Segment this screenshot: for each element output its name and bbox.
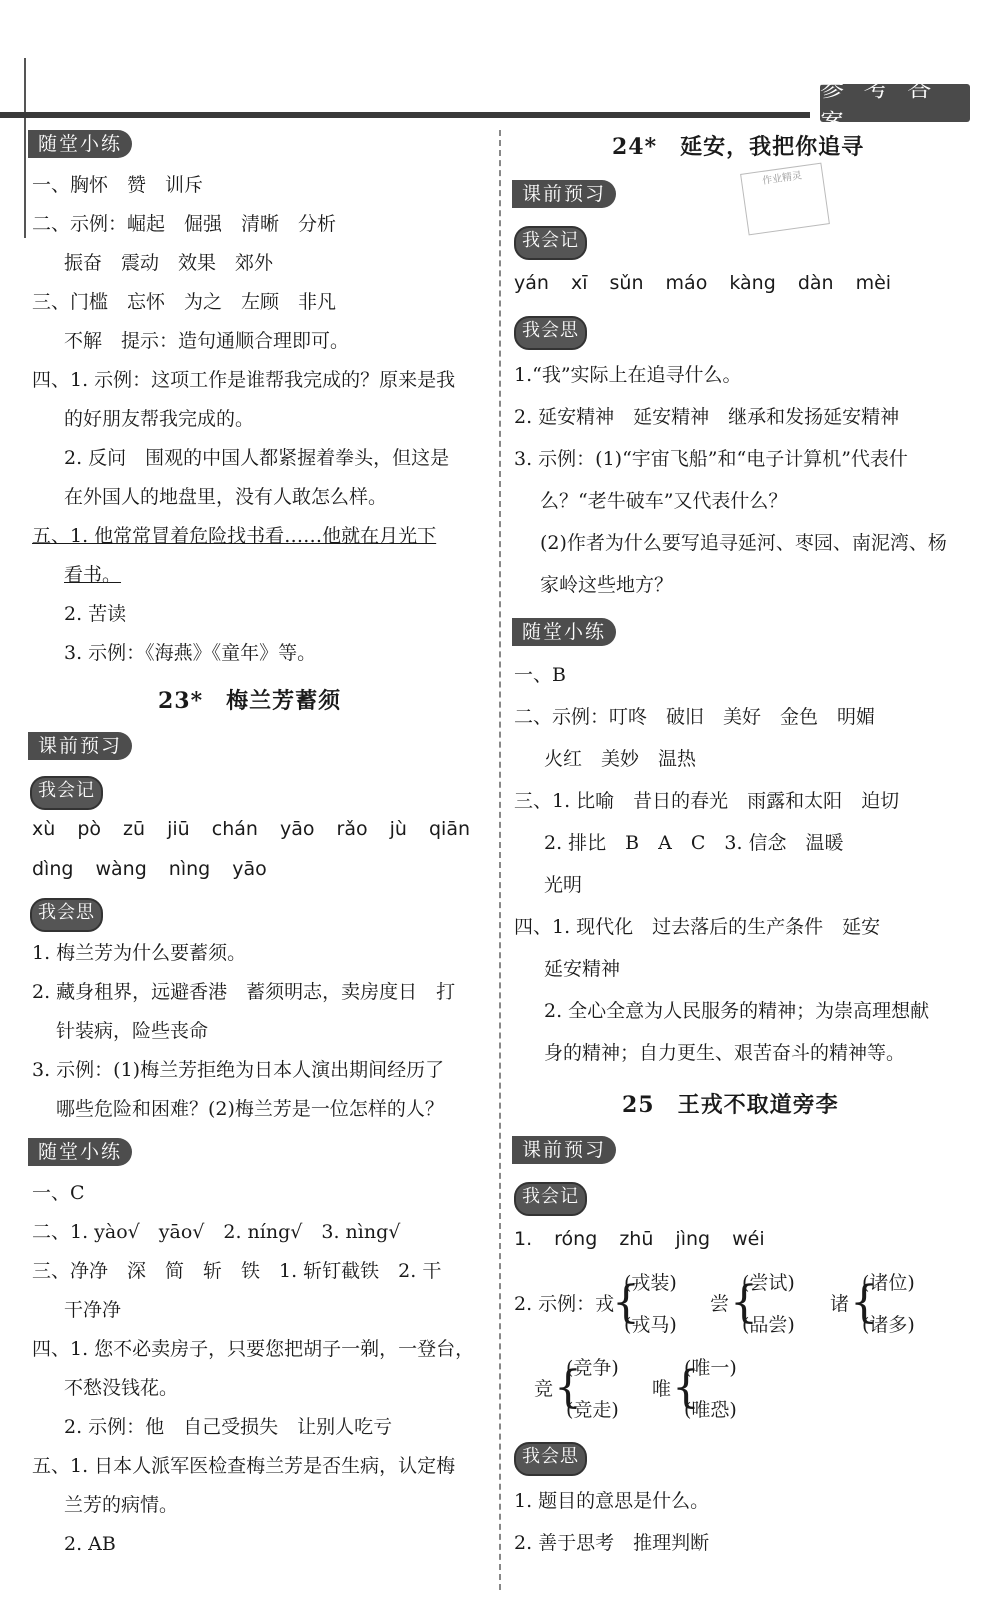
word-item: (竞走): [566, 1399, 619, 1421]
word-item: (戎马): [624, 1314, 677, 1336]
pinyin-line: dìng wàng nìng yāo: [32, 858, 267, 880]
lesson-23-title: 23* 梅兰芳蓄须: [158, 688, 342, 714]
answer-line: 振奋 震动 效果 郊外: [64, 252, 274, 274]
answer-line: 三、门槛 忘怀 为之 左顾 非凡: [32, 291, 337, 313]
practice-tag: 随堂小练: [512, 618, 616, 646]
answer-line: 2. 示例：他 自己受损失 让别人吃亏: [64, 1416, 393, 1438]
answer-line: 一、胸怀 赞 训斥: [32, 174, 204, 196]
char-item: 唯: [652, 1378, 672, 1400]
brace-icon: {: [672, 1362, 700, 1413]
lesson-24-title: 24* 延安，我把你追寻: [612, 134, 865, 160]
word-item: (戎装): [624, 1272, 677, 1294]
answer-line: 兰芳的病情。: [64, 1494, 179, 1516]
answer-line: 延安精神: [544, 958, 621, 980]
think-badge: 我会思: [514, 316, 587, 350]
answer-line: 五、1. 日本人派军医检查梅兰芳是否生病，认定梅: [32, 1455, 456, 1477]
answer-line: 2. 全心全意为人民服务的精神；为崇高理想献: [544, 1000, 930, 1022]
think-badge: 我会思: [514, 1442, 587, 1476]
answer-line: 看书。: [64, 564, 122, 586]
brace-icon: {: [612, 1277, 640, 1328]
answer-line: 四、1. 示例：这项工作是谁帮我完成的？原来是我: [32, 369, 456, 391]
preview-tag: 课前预习: [512, 180, 616, 208]
answer-line: 3. 示例：(1)“宇宙飞船”和“电子计算机”代表什: [514, 448, 908, 470]
answer-line: 一、C: [32, 1182, 85, 1204]
answer-line: 2. 善于思考 推理判断: [514, 1532, 710, 1554]
column-divider: [499, 130, 501, 1590]
answer-line: 三、1. 比喻 昔日的春光 雨露和太阳 迫切: [514, 790, 900, 812]
answer-line: 三、净净 深 简 斩 铁 1. 斩钉截铁 2. 干: [32, 1260, 442, 1282]
brace-icon: {: [850, 1277, 878, 1328]
lesson-25-title: 25 王戎不取道旁李: [622, 1092, 839, 1118]
char-item: 竞: [534, 1378, 554, 1400]
answer-line: 2. 延安精神 延安精神 继承和发扬延安精神: [514, 406, 900, 428]
word-item: (尝试): [742, 1272, 795, 1294]
preview-tag: 课前预习: [512, 1136, 616, 1164]
answer-line: 在外国人的地盘里，没有人敢怎么样。: [64, 486, 388, 508]
answer-line: 四、1. 您不必卖房子，只要您把胡子一剃，一登台，: [32, 1338, 475, 1360]
answer-line: 干净净: [64, 1299, 122, 1321]
remember-badge: 我会记: [514, 1182, 587, 1216]
brace-icon: {: [554, 1362, 582, 1413]
word-item: (品尝): [742, 1314, 795, 1336]
practice-tag: 随堂小练: [28, 130, 132, 158]
answer-line: 不愁没钱花。: [64, 1377, 179, 1399]
margin-line: [24, 58, 26, 238]
answer-line: 针装病，险些丧命: [56, 1020, 209, 1042]
pinyin-line: xù pò zū jiū chán yāo rǎo jù qiān: [32, 818, 471, 840]
word-item: (诸多): [862, 1314, 915, 1336]
answer-line: 五、1. 他常常冒着危险找书看……他就在月光下: [32, 525, 437, 547]
answer-line: 二、示例：叮咚 破旧 美好 金色 明媚: [514, 706, 876, 728]
answer-line: 二、示例：崛起 倔强 清晰 分析: [32, 213, 337, 235]
example-prefix: 2. 示例：戎: [514, 1293, 615, 1315]
answer-line: 身的精神；自力更生、艰苦奋斗的精神等。: [544, 1042, 906, 1064]
word-item: (唯恐): [684, 1399, 737, 1421]
answer-line: 二、1. yào√ yāo√ 2. níng√ 3. nìng√: [32, 1221, 401, 1243]
answer-line: 一、B: [514, 664, 566, 686]
answer-line: 2. 反问 围观的中国人都紧握着拳头，但这是: [64, 447, 450, 469]
char-item: 诸: [830, 1293, 850, 1315]
answer-line: 2. AB: [64, 1533, 116, 1555]
answer-line: 哪些危险和困难？(2)梅兰芳是一位怎样的人？: [56, 1098, 444, 1120]
answer-line: 3. 示例：(1)梅兰芳拒绝为日本人演出期间经历了: [32, 1059, 445, 1081]
answer-line: (2)作者为什么要写追寻延河、枣园、南泥湾、杨: [540, 532, 947, 554]
word-item: (唯一): [684, 1357, 737, 1379]
pinyin-line: yán xī sǔn máo kàng dàn mèi: [514, 272, 892, 294]
answer-line: 不解 提示：造句通顺合理即可。: [64, 330, 350, 352]
think-badge: 我会思: [30, 898, 103, 932]
answer-line: 1. 梅兰芳为什么要蓄须。: [32, 942, 247, 964]
preview-tag: 课前预习: [28, 732, 132, 760]
brace-icon: {: [730, 1277, 758, 1328]
answer-line: 的好朋友帮我完成的。: [64, 408, 255, 430]
answer-line: 1.“我”实际上在追寻什么。: [514, 364, 742, 386]
answer-line: 火红 美妙 温热: [544, 748, 697, 770]
word-item: (诸位): [862, 1272, 915, 1294]
stamp-image: 作业精灵: [740, 163, 830, 236]
answer-line: 家岭这些地方？: [540, 574, 674, 596]
word-item: (竞争): [566, 1357, 619, 1379]
answer-line: 3. 示例：《海燕》《童年》等。: [64, 642, 317, 664]
header-rule: [0, 112, 810, 118]
char-item: 尝: [710, 1293, 730, 1315]
answer-line: 么？“老牛破车”又代表什么？: [540, 490, 788, 512]
answer-line: 1. 题目的意思是什么。: [514, 1490, 710, 1512]
pinyin-line: 1. róng zhū jìng wéi: [514, 1228, 765, 1250]
answer-line: 光明: [544, 874, 583, 896]
answer-line: 2. 苦读: [64, 603, 127, 625]
answer-line: 2. 藏身租界，远避香港 蓄须明志，卖房度日 打: [32, 981, 456, 1003]
answer-line: 2. 排比 B A C 3. 信念 温暖: [544, 832, 844, 854]
answer-key-tab: 参 考 答 案: [820, 84, 970, 122]
remember-badge: 我会记: [514, 226, 587, 260]
remember-badge: 我会记: [30, 776, 103, 810]
practice-tag: 随堂小练: [28, 1138, 132, 1166]
answer-line: 四、1. 现代化 过去落后的生产条件 延安: [514, 916, 881, 938]
